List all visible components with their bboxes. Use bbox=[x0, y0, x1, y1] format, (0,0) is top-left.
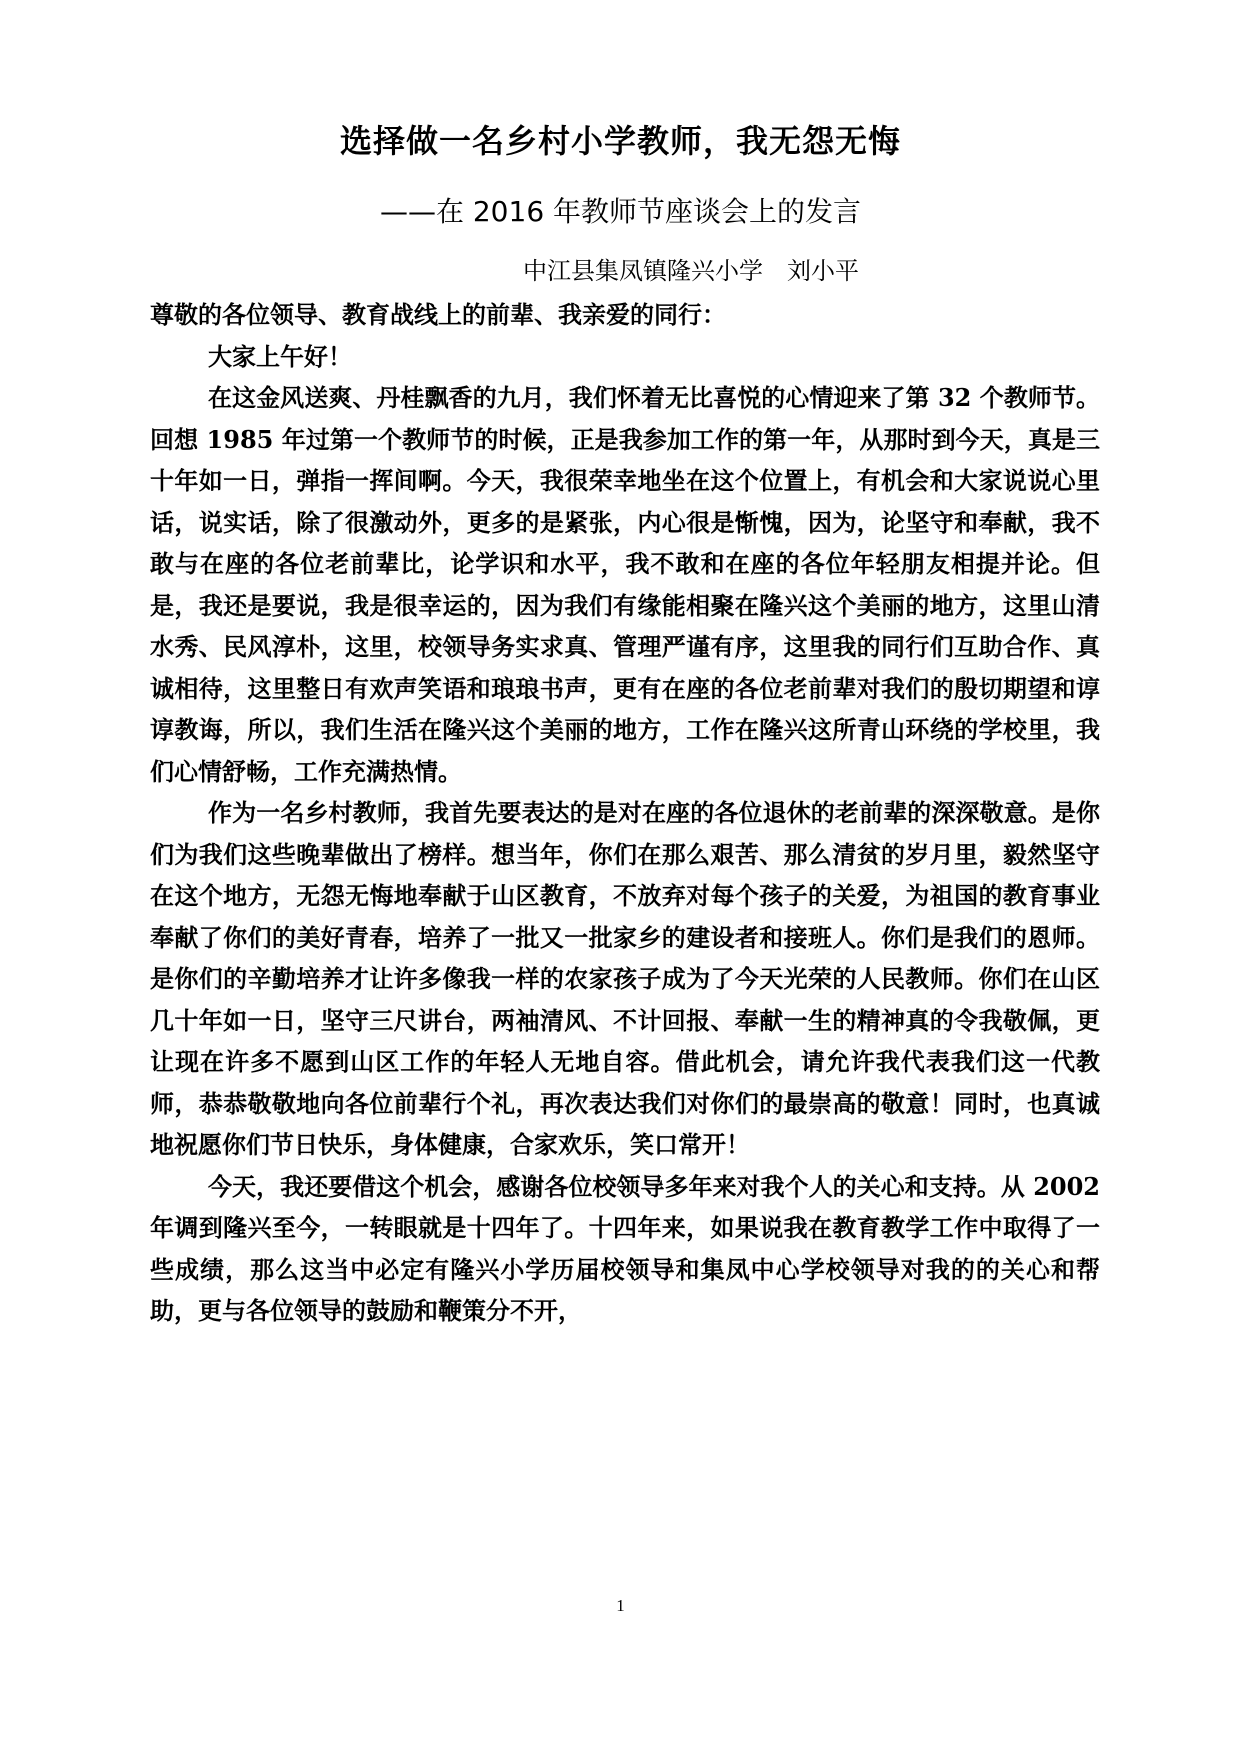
document-subtitle: ——在 2016 年教师节座谈会上的发言 bbox=[379, 195, 862, 228]
document-body bbox=[150, 294, 1100, 1332]
paragraph: 今天，我还要借这个机会，感谢各位校领导多年来对我个人的关心和支持。从 2002 年调到隆兴至今，一转眼就是十四年了。十四年来，如果说我在教育教学工作中取得了一些成绩，那么这当中必定有隆兴小学历届校领导和集凤中心学校领导对我的的关心和帮助，更与各位领导的鼓励和鞭策分不开， bbox=[150, 1171, 1100, 1325]
page-number: 1 bbox=[616, 1596, 625, 1615]
author-line: 中江县集凤镇隆兴小学 刘小平 bbox=[523, 257, 859, 285]
salutation: 尊敬的各位领导、教育战线上的前辈、我亲爱的同行： bbox=[150, 300, 726, 329]
document-title: 选择做一名乡村小学教师，我无怨无悔 bbox=[339, 122, 901, 160]
paragraph: 在这金风送爽、丹桂飘香的九月，我们怀着无比喜悦的心情迎来了第 32 个教师节。回想 1985 年过第一个教师节的时候，正是我参加工作的第一年，从那时到今天，真是三十年如一日，弹指一挥间啊。今天，我很荣幸地坐在这个位置上，有机会和大家说说心里话，说实话，除了很激动外，更多的是紧张，内心很是惭愧，因为，论坚守和奉献，我不敢与在座的各位老前辈比，论学识和水平，我不敢和在座的各位年轻朋友相提并论。但是，我还是要说，我是很幸运的，因为我们有缘能相聚在隆兴这个美丽的地方，这里山清水秀、民风淳朴，这里，校领导务实求真、管理严谨有序，这里我的同行们互助合作、真诚相待，这里整日有欢声笑语和琅琅书声，更有在座的各位老前辈对我们的殷切期望和谆谆教诲，所以，我们生活在隆兴这个美丽的地方，工作在隆兴这所青山环绕的学校里，我们心情舒畅，工作充满热情。 bbox=[150, 383, 1100, 786]
greeting: 大家上午好！ bbox=[208, 341, 352, 371]
paragraph: 作为一名乡村教师，我首先要表达的是对在座的各位退休的老前辈的深深敬意。是你们为我们这些晚辈做出了榜样。想当年，你们在那么艰苦、那么清贫的岁月里，毅然坚守在这个地方，无怨无悔地奉献于山区教育，不放弃对每个孩子的关爱，为祖国的教育事业奉献了你们的美好青春，培养了一批又一批家乡的建设者和接班人。你们是我们的恩师。是你们的辛勤培养才让许多像我一样的农家孩子成为了今天光荣的人民教师。你们在山区几十年如一日，坚守三尺讲台，两袖清风、不计回报、奉献一生的精神真的令我敬佩，更让现在许多不愿到山区工作的年轻人无地自容。借此机会，请允许我代表我们这一代教师，恭恭敬敬地向各位前辈行个礼，再次表达我们对你们的最崇高的敬意！同时，也真诚地祝愿你们节日快乐，身体健康，合家欢乐，笑口常开！ bbox=[150, 798, 1100, 1159]
